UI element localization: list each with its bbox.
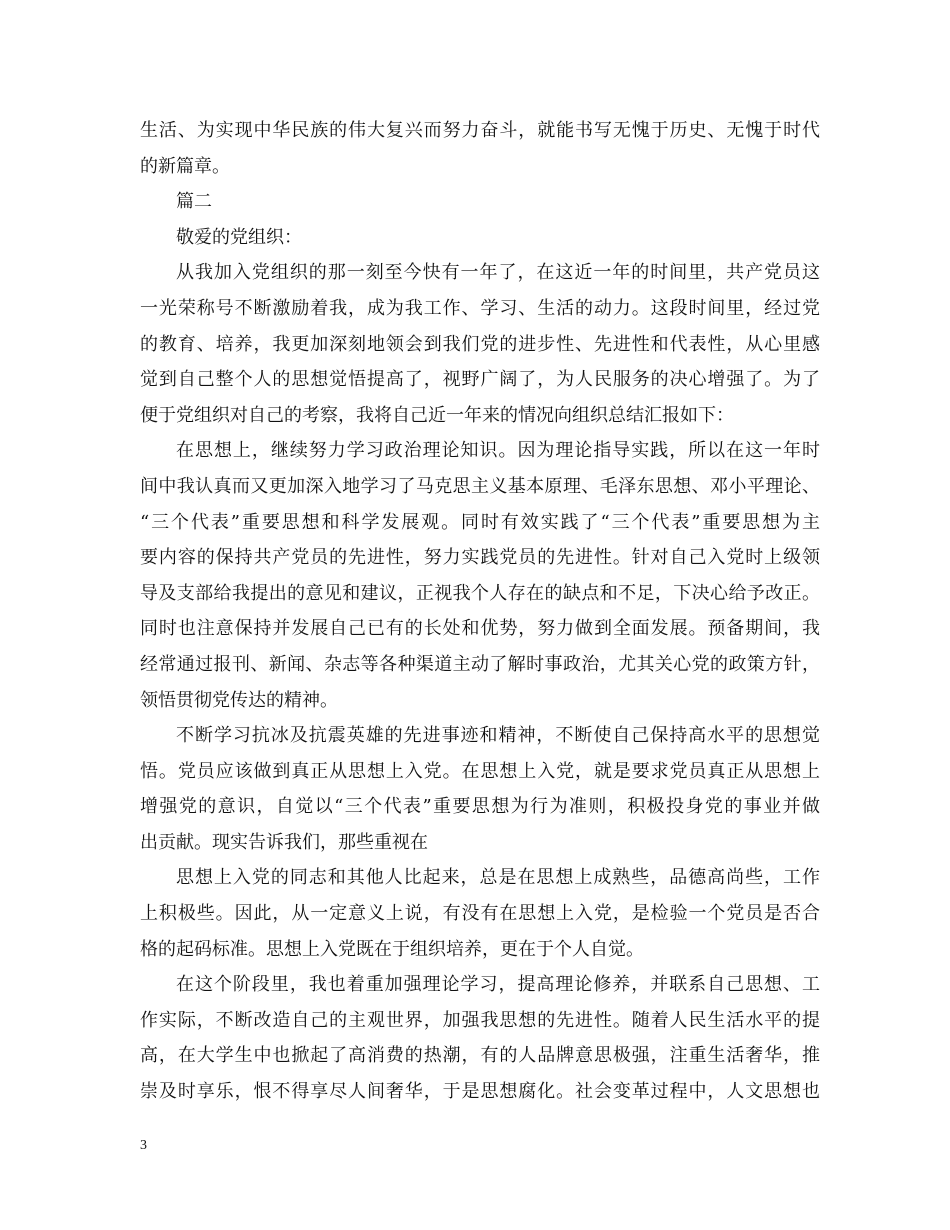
text-line: 便于党组织对自己的考察，我将自己近一年来的情况向组织总结汇报如下： bbox=[140, 404, 734, 426]
text-line: 同时也注意保持并发展自己已有的长处和优势，努力做到全面发展。预备期间，我 bbox=[140, 618, 820, 640]
text-line: 增强党的意识，自觉以“三个代表”重要思想为行为准则，积极投身党的事业并做 bbox=[140, 796, 820, 818]
text-line: 觉到自己整个人的思想觉悟提高了，视野广阔了，为人民服务的决心增强了。为了 bbox=[140, 369, 820, 391]
text-line: 在这个阶段里，我也着重加强理论学习，提高理论修养，并联系自己思想、工 bbox=[176, 974, 820, 996]
section-heading: 篇二 bbox=[176, 191, 212, 213]
text-line: 作实际，不断改造自己的主观世界，加强我思想的先进性。随着人民生活水平的提 bbox=[140, 1009, 820, 1031]
text-line: 间中我认真而又更加深入地学习了马克思主义基本原理、毛泽东思想、邓小平理论、 bbox=[140, 475, 820, 497]
text-line: 格的起码标准。思想上入党既在于组织培养，更在于个人自觉。 bbox=[140, 938, 644, 960]
text-line: 在思想上，继续努力学习政治理论知识。因为理论指导实践，所以在这一年时 bbox=[176, 440, 820, 462]
text-line: 思想上入党的同志和其他人比起来，总是在思想上成熟些，品德高尚些，工作 bbox=[176, 867, 820, 889]
text-line: 悟。党员应该做到真正从思想上入党。在思想上入党，就是要求党员真正从思想上 bbox=[140, 760, 820, 782]
text-line: 要内容的保持共产党员的先进性，努力实践党员的先进性。针对自己入党时上级领 bbox=[140, 547, 820, 569]
text-line: “三个代表”重要思想和科学发展观。同时有效实践了“三个代表”重要思想为主 bbox=[140, 511, 820, 533]
text-line: 高，在大学生中也掀起了高消费的热潮，有的人品牌意思极强，注重生活奢华，推 bbox=[140, 1045, 820, 1067]
text-line: 导及支部给我提出的意见和建议，正视我个人存在的缺点和不足，下决心给予改正。 bbox=[140, 582, 820, 604]
text-line: 一光荣称号不断激励着我，成为我工作、学习、生活的动力。这段时间里，经过党 bbox=[140, 297, 820, 319]
text-line: 的教育、培养，我更加深刻地领会到我们党的进步性、先进性和代表性，从心里感 bbox=[140, 333, 820, 355]
text-line: 出贡献。现实告诉我们，那些重视在 bbox=[140, 831, 428, 853]
text-line: 领悟贯彻党传达的精神。 bbox=[140, 689, 338, 711]
page-number: 3 bbox=[140, 1138, 147, 1153]
text-line: 上积极些。因此，从一定意义上说，有没有在思想上入党，是检验一个党员是否合 bbox=[140, 903, 820, 925]
text-line: 崇及时享乐，恨不得享尽人间奢华，于是思想腐化。社会变革过程中，人文思想也 bbox=[140, 1081, 820, 1103]
text-line: 的新篇章。 bbox=[140, 155, 230, 177]
salutation: 敬爱的党组织： bbox=[176, 226, 302, 248]
text-line: 经常通过报刊、新闻、杂志等各种渠道主动了解时事政治，尤其关心党的政策方针， bbox=[140, 653, 820, 675]
document-body bbox=[140, 113, 820, 1110]
text-line: 生活、为实现中华民族的伟大复兴而努力奋斗，就能书写无愧于历史、无愧于时代 bbox=[140, 120, 820, 141]
text-line: 从我加入党组织的那一刻至今快有一年了，在这近一年的时间里，共产党员这 bbox=[176, 262, 820, 284]
text-line: 不断学习抗冰及抗震英雄的先进事迹和精神，不断使自己保持高水平的思想觉 bbox=[176, 725, 820, 747]
